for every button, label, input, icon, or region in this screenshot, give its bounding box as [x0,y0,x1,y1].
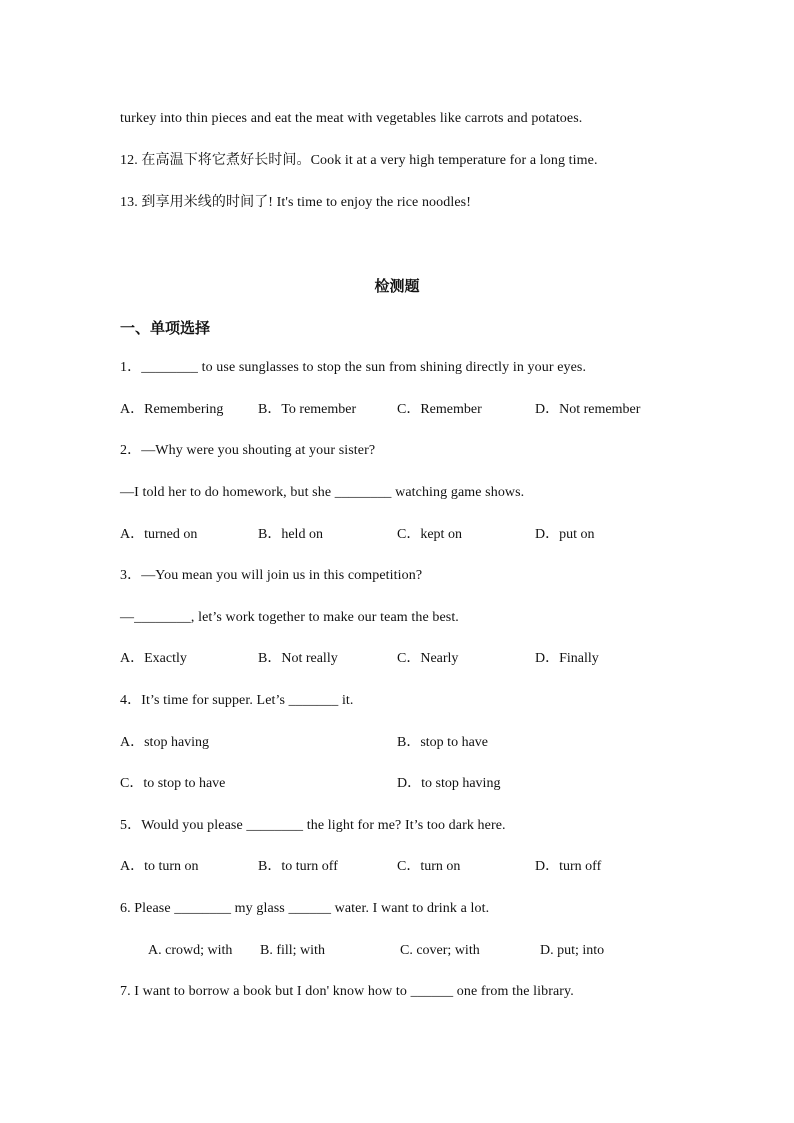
q1-option-d: D．Not remember [535,402,641,417]
intro-line-2: 12. 在高温下将它煮好长时间。Cook it at a very high temperature for a long time. [120,153,598,168]
q4-option-a: A．stop having [120,735,210,750]
q4-option-c: C．to stop to have [120,776,226,791]
q2-option-a: A．turned on [120,527,198,542]
q5-stem: 5．Would you please ________ the light for me? It’s too dark here. [120,818,506,833]
q4-option-d: D．to stop having [397,776,501,791]
q3-option-a: A．Exactly [120,651,187,666]
q2-option-d: D．put on [535,527,595,542]
q7-stem: 7. I want to borrow a book but I don' know how to ______ one from the library. [120,984,574,999]
q5-option-c: C．turn on [397,859,461,874]
q6-option-b: B. fill; with [260,943,325,958]
q5-option-a: A．to turn on [120,859,199,874]
intro-line-3: 13. 到享用米线的时间了! It's time to enjoy the rice noodles! [120,195,471,210]
q1-option-b: B．To remember [258,402,357,417]
q3-stem: 3．—You mean you will join us in this competition? [120,568,423,583]
q5-option-b: B．to turn off [258,859,338,874]
q3-option-d: D．Finally [535,651,599,666]
q2-stem-2: —I told her to do homework, but she ________ watching game shows. [120,485,525,500]
q2-option-c: C．kept on [397,527,462,542]
q6-stem: 6. Please ________ my glass ______ water. I want to drink a lot. [120,901,490,916]
q3-option-c: C．Nearly [397,651,459,666]
q1-stem: 1．________ to use sunglasses to stop the sun from shining directly in your eyes. [120,360,587,375]
q3-stem-2: —________, let’s work together to make our team the best. [120,610,459,625]
q1-option-a: A．Remembering [120,402,224,417]
q5-option-d: D．turn off [535,859,602,874]
q2-stem: 2．—Why were you shouting at your sister? [120,443,376,458]
test-title: 检测题 [374,277,420,295]
section-title: 一、单项选择 [120,319,211,337]
q2-option-b: B．held on [258,527,323,542]
q4-stem: 4．It’s time for supper. Let’s _______ it. [120,693,354,708]
q6-option-c: C. cover; with [400,943,480,958]
q4-option-b: B．stop to have [397,735,488,750]
q1-option-c: C．Remember [397,402,482,417]
q6-option-d: D. put; into [540,943,605,958]
q6-option-a: A. crowd; with [148,943,233,958]
intro-line-1: turkey into thin pieces and eat the meat with vegetables like carrots and potatoes. [120,111,583,126]
q3-option-b: B．Not really [258,651,338,666]
